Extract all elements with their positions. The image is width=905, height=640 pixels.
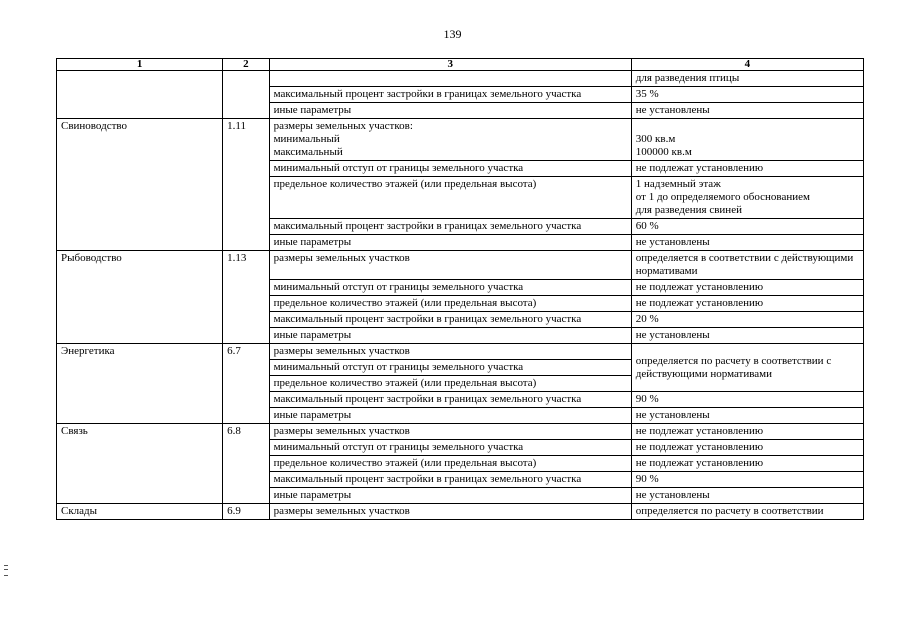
table-cell-code: 6.9 <box>223 504 269 520</box>
value-line: от 1 до определяемого обоснованием <box>635 191 810 203</box>
table-cell-parameter: минимальный отступ от границы земельного участка <box>269 280 631 296</box>
table-cell-parameter: предельное количество этажей (или предельная высота) <box>269 177 631 219</box>
table-cell-parameter: максимальный процент застройки в границах земельного участка <box>269 472 631 488</box>
table-cell-value: не подлежат установлению <box>631 440 863 456</box>
table-cell-code: 1.11 <box>223 119 269 251</box>
table-cell-value: определяется в соответствии с действующими нормативами <box>631 251 863 280</box>
table-cell-value: не подлежат установлению <box>631 296 863 312</box>
table-cell-value: 90 % <box>631 472 863 488</box>
table-cell-parameter <box>269 119 631 161</box>
table-cell-use-name: Энергетика <box>57 344 223 424</box>
table-cell-use-name: Связь <box>57 424 223 504</box>
table-cell-value <box>631 177 863 219</box>
page-number: 139 <box>443 27 462 41</box>
table-row <box>57 71 864 87</box>
table-cell-parameter: максимальный процент застройки в границах земельного участка <box>269 392 631 408</box>
table-cell-value: не установлены <box>631 103 863 119</box>
header-col-2: 2 <box>223 59 269 71</box>
table-row <box>57 504 864 520</box>
value-line <box>636 120 859 133</box>
parameter-line: размеры земельных участков: <box>273 120 413 132</box>
table-cell-parameter: минимальный отступ от границы земельного участка <box>269 161 631 177</box>
table-cell-value: не подлежат установлению <box>631 161 863 177</box>
value-line: 1 надземный этаж <box>635 178 721 190</box>
table-cell-parameter: предельное количество этажей (или предельная высота) <box>269 376 631 392</box>
table-cell-value: не подлежат установлению <box>631 280 863 296</box>
table-cell-parameter <box>269 71 631 87</box>
header-col-4: 4 <box>631 59 863 71</box>
table-cell-parameter: иные параметры <box>269 103 631 119</box>
margin-mark <box>4 565 8 576</box>
table-cell-value: определяется по расчету в соответствии <box>631 504 863 520</box>
header-col-3: 3 <box>269 59 631 71</box>
table-cell-value: определяется по расчету в соответствии с действующими нормативами <box>631 344 863 392</box>
table-cell-value: не установлены <box>631 488 863 504</box>
table-cell-parameter: размеры земельных участков <box>269 504 631 520</box>
value-line: для разведения свиней <box>635 204 742 216</box>
table-cell-parameter: размеры земельных участков <box>269 344 631 360</box>
table-cell-parameter: максимальный процент застройки в границах земельного участка <box>269 87 631 103</box>
table-cell-value: 35 % <box>631 87 863 103</box>
table-cell-code: 1.13 <box>223 251 269 344</box>
table-cell-use-name <box>57 71 223 119</box>
table-cell-parameter: размеры земельных участков <box>269 424 631 440</box>
zoning-parameters-table <box>56 58 864 520</box>
table-cell-parameter: иные параметры <box>269 328 631 344</box>
table-cell-value: для разведения птицы <box>631 71 863 87</box>
table-cell-value: не подлежат установлению <box>631 456 863 472</box>
table-cell-parameter: иные параметры <box>269 408 631 424</box>
table-cell-parameter: максимальный процент застройки в границах земельного участка <box>269 312 631 328</box>
table-cell-parameter: иные параметры <box>269 235 631 251</box>
table-cell-parameter: минимальный отступ от границы земельного участка <box>269 440 631 456</box>
table-row <box>57 424 864 440</box>
table-cell-value: 90 % <box>631 392 863 408</box>
table-cell-parameter: максимальный процент застройки в границах земельного участка <box>269 219 631 235</box>
table-row <box>57 119 864 161</box>
table-row <box>57 344 864 360</box>
table-cell-parameter: минимальный отступ от границы земельного участка <box>269 360 631 376</box>
table-cell-parameter: предельное количество этажей (или предельная высота) <box>269 456 631 472</box>
table-cell-parameter: иные параметры <box>269 488 631 504</box>
value-line: 300 кв.м <box>635 133 676 145</box>
header-col-1: 1 <box>57 59 223 71</box>
parameter-line: максимальный <box>273 146 343 158</box>
table-cell-code <box>223 71 269 119</box>
table-header-row <box>57 59 864 71</box>
table-cell-use-name: Свиноводство <box>57 119 223 251</box>
table-cell-code: 6.7 <box>223 344 269 424</box>
table-cell-use-name: Рыбоводство <box>57 251 223 344</box>
table-cell-value: не установлены <box>631 235 863 251</box>
table-cell-value: 20 % <box>631 312 863 328</box>
table-cell-value: не установлены <box>631 328 863 344</box>
table-cell-value: 60 % <box>631 219 863 235</box>
table-cell-parameter: размеры земельных участков <box>269 251 631 280</box>
table-cell-value: не установлены <box>631 408 863 424</box>
table-cell-parameter: предельное количество этажей (или предельная высота) <box>269 296 631 312</box>
value-line: 100000 кв.м <box>635 146 692 158</box>
table-cell-value <box>631 119 863 161</box>
table-row <box>57 251 864 280</box>
table-cell-code: 6.8 <box>223 424 269 504</box>
table-cell-value: не подлежат установлению <box>631 424 863 440</box>
table-cell-use-name: Склады <box>57 504 223 520</box>
parameter-line: минимальный <box>273 133 340 145</box>
